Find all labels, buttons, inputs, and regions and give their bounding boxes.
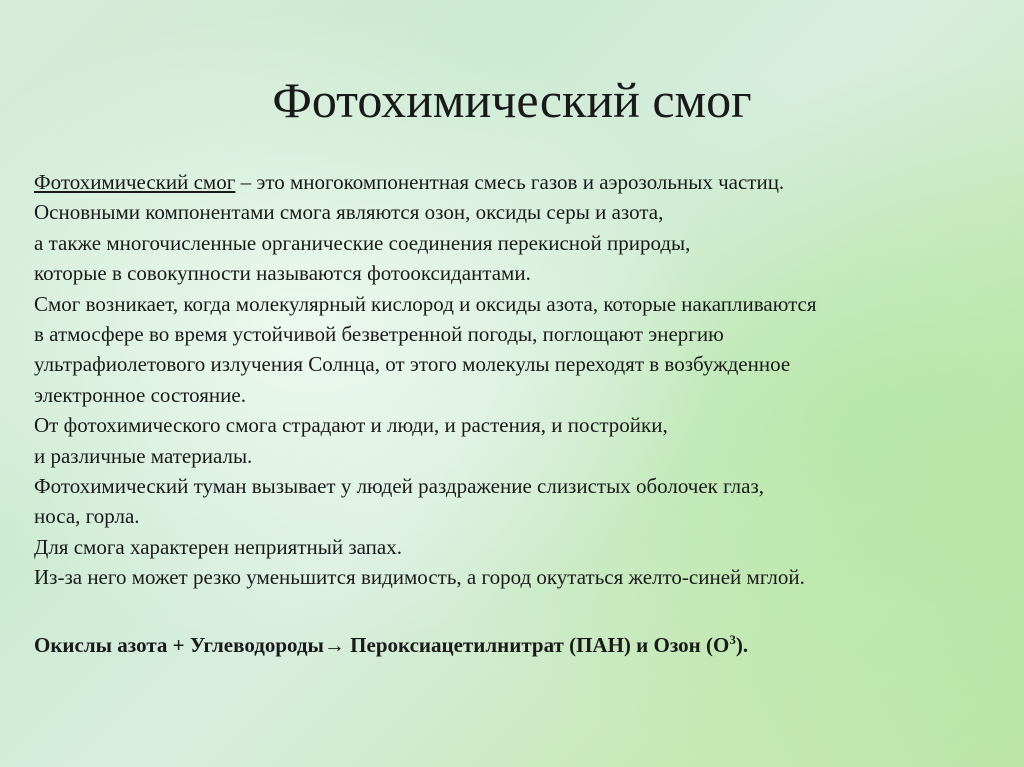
body-line: а также многочисленные органические соединения перекисной природы, bbox=[34, 230, 691, 255]
body-line: Смог возникает, когда молекулярный кислород и оксиды азота, которые накапливаются bbox=[34, 291, 817, 316]
slide-title: Фотохимический смог bbox=[272, 72, 752, 128]
body-line: носа, горла. bbox=[34, 504, 140, 529]
body-line: Фотохимический туман вызывает у людей раздражение слизистых оболочек глаз, bbox=[34, 474, 765, 499]
formula-superscript: 3 bbox=[729, 632, 736, 647]
body-line: Основными компонентами смога являются озон, оксиды серы и азота, bbox=[34, 200, 664, 225]
body-line: в атмосфере во время устойчивой безветренной погоды, поглощают энергию bbox=[34, 322, 724, 347]
slide-body bbox=[34, 167, 1009, 593]
formula-text: Окислы азота + Углеводороды→ Пероксиацетилнитрат (ПАН) и Озон (О bbox=[34, 633, 730, 657]
body-line-text: – это многокомпонентная смесь газов и аэрозольных частиц. bbox=[235, 170, 785, 194]
defined-term: Фотохимический смог bbox=[34, 170, 236, 194]
body-line: и различные материалы. bbox=[34, 443, 253, 468]
body-line: ультрафиолетового излучения Солнца, от этого молекулы переходят в возбужденное bbox=[34, 352, 791, 377]
body-line: которые в совокупности называются фотооксидантами. bbox=[34, 261, 531, 286]
body-line: Из-за него может резко уменьшится видимость, а город окутаться желто-синей мглой. bbox=[34, 565, 805, 590]
body-line: От фотохимического смога страдают и люди, и растения, и постройки, bbox=[34, 413, 668, 438]
body-line: электронное состояние. bbox=[34, 382, 246, 407]
reaction-formula bbox=[34, 630, 748, 660]
formula-closing: ). bbox=[735, 633, 749, 657]
body-line bbox=[34, 167, 1009, 197]
body-line: Для смога характерен неприятный запах. bbox=[34, 534, 402, 559]
